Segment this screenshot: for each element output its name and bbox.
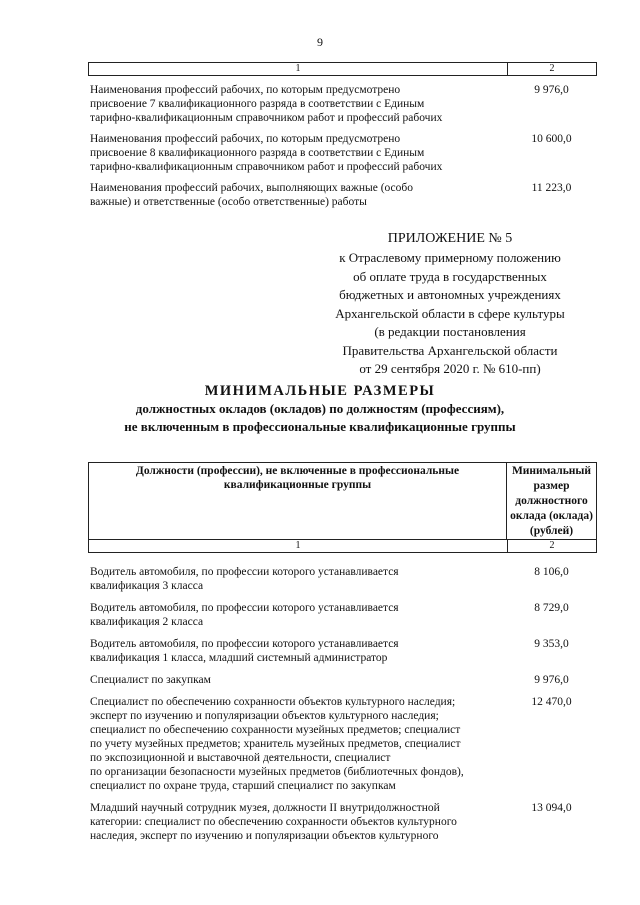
text-line: важные) и ответственные (особо ответственные) работы bbox=[90, 196, 367, 208]
document-heading bbox=[0, 382, 640, 436]
table-row bbox=[88, 83, 597, 125]
salary-value: 10 600,0 bbox=[531, 133, 572, 145]
text-line: Наименования профессий рабочих, по которым предусмотрено bbox=[90, 84, 401, 96]
salary-value: 8 106,0 bbox=[534, 566, 569, 578]
salary-value: 9 353,0 bbox=[534, 638, 569, 650]
text-line: Водитель автомобиля, по профессии которого устанавливается bbox=[90, 566, 399, 578]
header-line: оклада (оклада) bbox=[510, 510, 593, 522]
text-line: по организации безопасности музейных предметов (библиотечных фондов), bbox=[90, 766, 464, 778]
text-line: тарифно-квалификационным справочником работ и профессий рабочих bbox=[90, 161, 443, 173]
header-position-column bbox=[89, 463, 507, 539]
text-line: квалификация 1 класса, младший системный администратор bbox=[90, 652, 388, 664]
header-salary-column bbox=[507, 463, 596, 539]
salary-value: 12 470,0 bbox=[531, 696, 572, 708]
text-line: Специалист по обеспечению сохранности объектов культурного наследия; bbox=[90, 696, 456, 708]
text-line: по экспозиционной и выставочной деятельности, специалист bbox=[90, 752, 391, 764]
header-line: должностного bbox=[515, 495, 588, 507]
text-line: присвоение 7 квалификационного разряда в соответствии с Единым bbox=[90, 98, 425, 110]
main-table bbox=[88, 462, 597, 843]
text-line: Наименования профессий рабочих, по которым предусмотрено bbox=[90, 133, 401, 145]
header-line: (рублей) bbox=[529, 525, 574, 537]
text-line: Младший научный сотрудник музея, должности II внутридолжностной bbox=[90, 802, 440, 814]
appendix-line: Архангельской области в сфере культуры bbox=[335, 305, 565, 321]
text-line: специалист по охране труда, старший специалист по закупкам bbox=[90, 780, 396, 792]
table-row bbox=[88, 695, 597, 793]
position-name bbox=[88, 637, 506, 665]
appendix-line: об оплате труда в государственных bbox=[353, 268, 547, 284]
appendix-line: бюджетных и автономных учреждениях bbox=[339, 287, 561, 302]
table-row bbox=[88, 801, 597, 843]
table-row bbox=[88, 565, 597, 593]
table-row bbox=[88, 637, 597, 665]
text-line: категории: специалист по обеспечению сохранности объектов культурного bbox=[90, 816, 457, 828]
salary-value: 9 976,0 bbox=[534, 84, 569, 96]
position-name bbox=[88, 601, 506, 629]
salary-value: 9 976,0 bbox=[534, 674, 569, 686]
salary-value: 13 094,0 bbox=[531, 802, 572, 814]
appendix-block bbox=[300, 229, 600, 379]
text-line: наследия, эксперт по изучению и популяризации объектов культурного bbox=[90, 830, 439, 842]
text-line: Водитель автомобиля, по профессии которого устанавливается bbox=[90, 638, 399, 650]
header-line: Должности (профессии), не включенные в профессиональные bbox=[135, 465, 460, 477]
text-line: присвоение 8 квалификационного разряда в соответствии с Единым bbox=[90, 147, 425, 159]
top-table bbox=[88, 62, 597, 209]
text-line: Наименования профессий рабочих, выполняющих важные (особо bbox=[90, 182, 414, 194]
table-row bbox=[88, 181, 597, 209]
position-name bbox=[88, 673, 506, 687]
salary-value: 8 729,0 bbox=[534, 602, 569, 614]
position-name bbox=[88, 695, 506, 793]
text-line: эксперт по изучению и популяризации объектов культурного наследия; bbox=[90, 710, 439, 722]
salary-value: 11 223,0 bbox=[531, 182, 572, 194]
column-number-1: 1 bbox=[89, 63, 508, 75]
column-number-2: 2 bbox=[549, 63, 555, 74]
appendix-line: (в редакции постановления bbox=[374, 324, 526, 339]
text-line: тарифно-квалификационным справочником работ и профессий рабочих bbox=[90, 112, 443, 124]
appendix-line: Правительства Архангельской области bbox=[342, 342, 558, 358]
heading-title: МИНИМАЛЬНЫЕ РАЗМЕРЫ bbox=[204, 383, 436, 399]
page-number: 9 bbox=[317, 35, 323, 49]
position-name bbox=[88, 565, 506, 593]
column-number-2: 2 bbox=[549, 540, 555, 551]
position-name bbox=[88, 801, 506, 843]
heading-subtitle-line: не включенным в профессиональные квалификационные группы bbox=[124, 419, 516, 434]
table-header bbox=[88, 462, 597, 539]
table-row bbox=[88, 601, 597, 629]
table-row bbox=[88, 673, 597, 687]
text-line: специалист по обеспечению сохранности музейных предметов; специалист bbox=[90, 724, 461, 736]
profession-name bbox=[88, 83, 506, 125]
header-line: Минимальный bbox=[511, 465, 592, 477]
heading-subtitle-line: должностных окладов (окладов) по должностям (профессиям), bbox=[135, 401, 505, 416]
appendix-line: от 29 сентября 2020 г. № 610-пп) bbox=[359, 361, 541, 376]
profession-name bbox=[88, 132, 506, 174]
text-line: квалификация 3 класса bbox=[90, 580, 204, 592]
column-number-row bbox=[88, 539, 597, 553]
column-number-1: 1 bbox=[89, 540, 508, 552]
table-row bbox=[88, 132, 597, 174]
text-line: Водитель автомобиля, по профессии которого устанавливается bbox=[90, 602, 399, 614]
header-line: размер bbox=[533, 480, 570, 492]
appendix-title: ПРИЛОЖЕНИЕ № 5 bbox=[387, 231, 513, 246]
profession-name bbox=[88, 181, 506, 209]
header-line: квалификационные группы bbox=[223, 478, 372, 491]
text-line: по учету музейных предметов; хранитель музейных предметов, специалист bbox=[90, 738, 461, 750]
appendix-line: к Отраслевому примерному положению bbox=[339, 250, 561, 265]
text-line: Специалист по закупкам bbox=[90, 674, 211, 686]
column-number-row bbox=[88, 62, 597, 76]
text-line: квалификация 2 класса bbox=[90, 616, 204, 628]
